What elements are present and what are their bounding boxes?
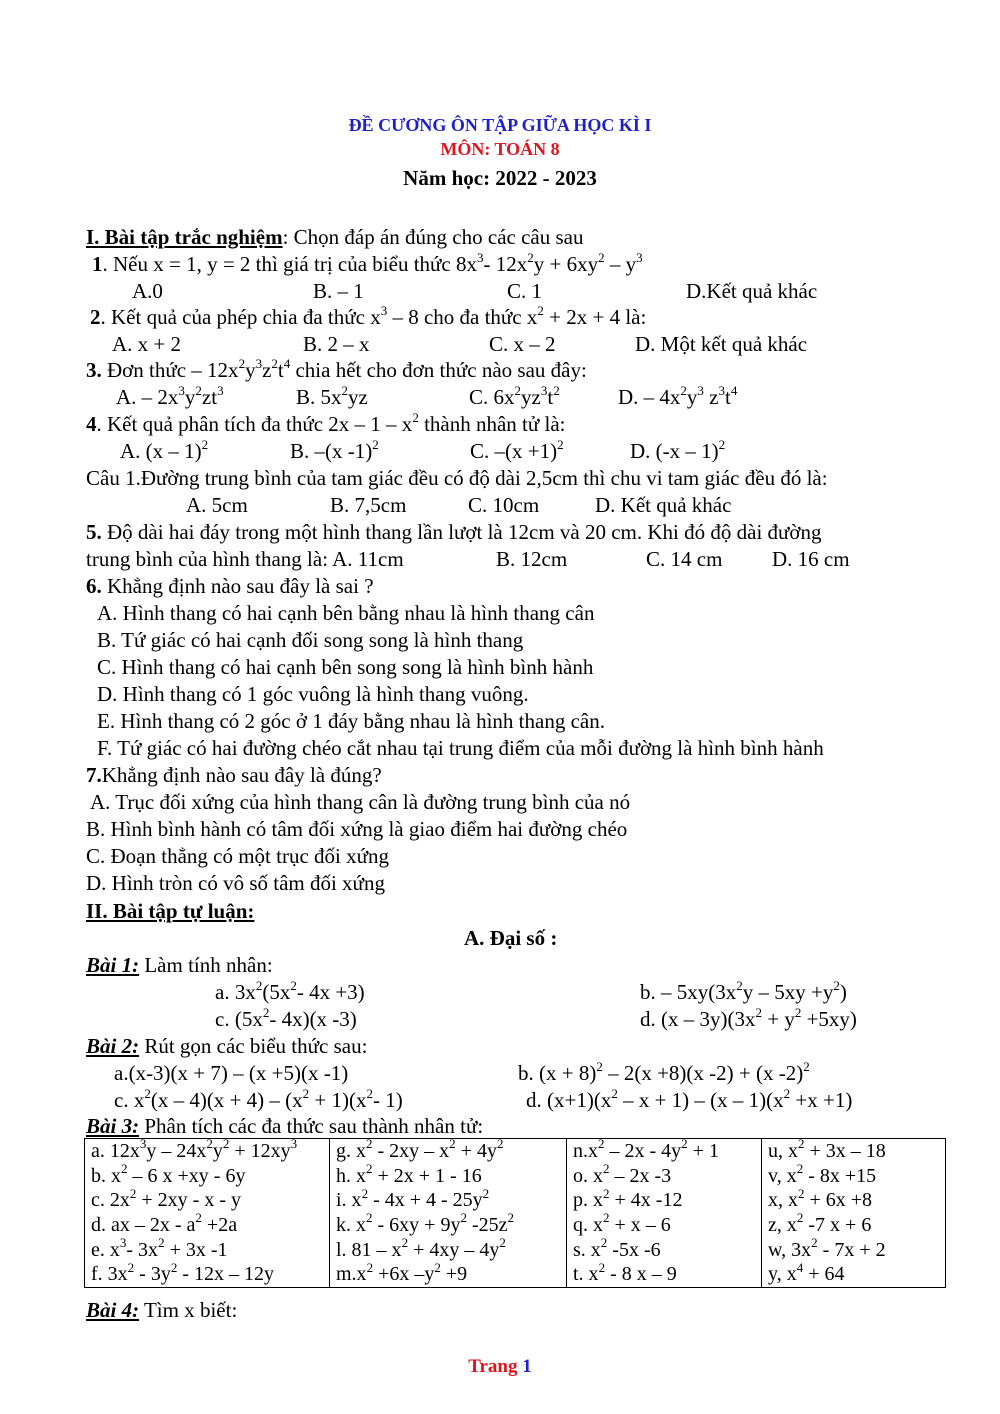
q7-option-b: B. Hình bình hành có tâm đối xứng là giao điểm hai đường chéo	[86, 817, 628, 841]
q4-answer-a: A. (x – 1)$^2$	[120, 437, 209, 463]
q1-answer-a: A.0	[132, 279, 163, 303]
table-item-g: g. $x^2 - 2xy - x^2 + 4y^2$	[336, 1136, 504, 1162]
part1-instruction: : Chọn đáp án đúng cho các câu sau	[282, 225, 584, 249]
bai1-c: c. ($5x^2-$ 4x)(x -3)	[215, 1005, 357, 1031]
q6-option-b: B. Tứ giác có hai cạnh đối song song là hình thang	[97, 628, 524, 652]
q2-answer-b: B. 2 – x	[303, 332, 370, 356]
table-item-t: t. $x^2 - 8$ x – 9	[573, 1259, 677, 1286]
table-item-k: k. $x^2 - 6xy + 9y^2$ $-25z^2$	[336, 1210, 514, 1237]
bai4-text: Tìm x biết:	[139, 1298, 238, 1322]
bai2-label: Bài 2:	[86, 1034, 140, 1058]
bai2-b: b. $(x + 8)^2 - 2(x +8)(x$ -2) + (x -2)$^2$	[518, 1059, 810, 1085]
bai4-label: Bài 4:	[86, 1298, 140, 1322]
footer-page-word: Trang	[468, 1356, 518, 1377]
q7-option-d: D. Hình tròn có vô số tâm đối xứng	[86, 871, 385, 895]
table-item-m: $m.x^2 +6x$ $-y^2 +9$	[336, 1259, 468, 1286]
bai1-line	[86, 952, 273, 978]
algebra-heading-text: A. Đại số :	[464, 926, 558, 950]
q6-option-f: F. Tứ giác có hai đường chéo cắt nhau tại trung điểm của mỗi đường là hình bình hành	[97, 736, 824, 760]
q1-answer-d: D.Kết quả khác	[686, 279, 818, 303]
part1-heading: I. Bài tập trắc nghiệm	[86, 225, 283, 249]
bai2-a: a.(x-3)(x + 7) – (x +5)(x -1)	[114, 1061, 349, 1085]
table-item-d: d. ax – $2x - a^2 +2a$	[91, 1210, 238, 1237]
table-item-y: y, $x^4 + 64$	[768, 1259, 845, 1286]
table-item-x: x, $x^2 + 6x +8$	[768, 1185, 873, 1212]
bai2-text: Rút gọn các biểu thức sau:	[139, 1034, 368, 1058]
bai1-b: b. – $5xy(3x^2y - 5xy +y^2)$	[640, 978, 847, 1004]
question-7: 7.Khẳng định nào sau đây là đúng?	[86, 763, 382, 787]
table-item-h: h. $x^2 + 2x + 1 - 16$	[336, 1161, 482, 1187]
q7-option-c: C. Đoạn thẳng có một trục đối xứng	[86, 844, 390, 868]
question-6: 6. Khẳng định nào sau đây là sai ?	[86, 574, 374, 598]
q3-answer-b: B. $5x^2yz$	[296, 383, 368, 409]
bai2-line	[86, 1033, 367, 1059]
q2-answer-c: C. x – 2	[489, 332, 556, 356]
table-column-1	[85, 1136, 330, 1288]
bai3-label: Bài 3:	[86, 1114, 140, 1138]
q4-answer-c: C. $-(x +1)^2$	[470, 437, 564, 463]
table-item-l: l. $81 - x^2 + 4xy - 4y^2$	[336, 1235, 506, 1261]
q3-answer-c: C. $6x^2yz^3t^2$	[469, 383, 560, 409]
algebra-heading	[464, 925, 557, 951]
bai1-label: Bài 1:	[86, 953, 140, 977]
q1-answer-c: C. 1	[507, 279, 543, 303]
table-item-w: w, $3x^2 - 7x + 2$	[768, 1235, 886, 1261]
bai1-d: d. $(x - 3y)(3x^2 + y^2 +5xy)$	[640, 1005, 857, 1031]
q7-option-a: A. Trục đối xứng của hình thang cân là đường trung bình của nó	[90, 790, 631, 814]
page-footer	[0, 1356, 1000, 1378]
q4-answer-d: D. (-x – 1)$^2$	[630, 437, 726, 463]
table-item-f: f. $3x^2 - 3y^2 - 12x - 12y$	[91, 1259, 275, 1286]
table-item-p: p. $x^2 + 4x$ -12	[573, 1185, 683, 1212]
part1-heading-line	[86, 224, 583, 250]
bai2-d: d. $(x+1)(x^2 - x + 1) - (x - 1)(x^2 +x +1)$	[526, 1086, 853, 1112]
table-item-q: q. $x^2 + x - 6$	[573, 1210, 671, 1237]
extra-answer-b: B. 7,5cm	[330, 493, 407, 517]
question-3: 3. Đơn thức – $12x^2y^3z^2t^4$ chia hết cho đơn thức nào sau đây:	[86, 356, 587, 382]
q6-option-c: C. Hình thang có hai cạnh bên song song là hình bình hành	[97, 655, 594, 679]
question-5-cont: trung bình của hình thang là: A. 11cm	[86, 547, 404, 571]
document-title: ĐỀ CƯƠNG ÔN TẬP GIỮA HỌC KÌ I	[348, 115, 652, 135]
extra-answer-d: D. Kết quả khác	[595, 493, 732, 517]
table-item-a: a. $12x^3y - 24x^2y^2 + 12xy^3$	[91, 1136, 298, 1162]
footer-page-number: 1	[522, 1356, 532, 1377]
q3-answer-d: D. – $4x^2y^3$ $z^3t^4$	[618, 383, 738, 409]
bai4-line	[86, 1297, 237, 1323]
table-item-i: i. $x^2 - 4x + 4 - 25y^2$	[336, 1185, 490, 1212]
table-item-u: u, $x^2 + 3x - 18$	[768, 1136, 886, 1162]
table-column-2	[330, 1136, 567, 1288]
question-4: 4. Kết quả phân tích đa thức $2x - 1 - x^2$ thành nhân tử là:	[86, 410, 566, 436]
q3-answer-a: A. – $2x^3y^2zt^3$	[116, 383, 224, 409]
bai1-text: Làm tính nhân:	[139, 953, 273, 977]
subject-line: MÔN: TOÁN 8	[440, 139, 560, 159]
table-item-s: s. $x^2$ -5x -6	[573, 1235, 661, 1261]
question-5: 5. Độ dài hai đáy trong một hình thang lần lượt là 12cm và 20 cm. Khi đó độ dài đường	[86, 520, 822, 544]
extra-answer-c: C. 10cm	[468, 493, 540, 517]
table-column-4	[762, 1136, 946, 1288]
q4-answer-b: B. –(x -1)$^2$	[290, 437, 379, 463]
q2-answer-d: D. Một kết quả khác	[635, 332, 808, 356]
q5-answer-c: C. 14 cm	[646, 547, 723, 571]
table-column-3	[567, 1136, 762, 1288]
q1-answer-b: B. – 1	[313, 279, 364, 303]
question-1: 1. Nếu x = 1, y = 2 thì giá trị của biểu thức $8x^3-$ $12x^2y + 6xy^2 - y^3$	[92, 250, 643, 276]
table-item-c: c. $2x^2 + 2xy - x - y$	[91, 1185, 241, 1212]
q5-answer-d: D. 16 cm	[772, 547, 850, 571]
bai2-c: c. $x^2(x - 4)(x + 4) - (x^2 + 1)(x^2-$ 1)	[114, 1086, 403, 1112]
table-item-v: v, $x^2 - 8x +15$	[768, 1161, 877, 1187]
extra-answer-a: A. 5cm	[186, 493, 248, 517]
table-item-n: $n.x^2 - 2x - 4y^2 + 1$	[573, 1136, 719, 1162]
part2-heading: II. Bài tập tự luận:	[86, 899, 255, 923]
bai1-a: a. $3x^2(5x^2-$ 4x +3)	[215, 978, 365, 1004]
extra-question: Câu 1.Đường trung bình của tam giác đều có độ dài 2,5cm thì chu vi tam giác đều đó là:	[86, 466, 828, 490]
q6-option-a: A. Hình thang có hai cạnh bên bằng nhau là hình thang cân	[97, 601, 595, 625]
table-item-b: b. $x^2 - 6$ x +xy - 6y	[91, 1161, 246, 1187]
table-item-o: o. $x^2 - 2x$ -3	[573, 1161, 672, 1187]
factorization-table	[84, 1138, 946, 1288]
question-2: 2. Kết quả của phép chia đa thức $x^3 - 8$ cho đa thức $x^2 + 2x + 4$ là:	[90, 303, 647, 329]
table-item-z: z, $x^2$ -7 x + 6	[768, 1210, 872, 1237]
q2-answer-a: A. x + 2	[112, 332, 182, 356]
bai3-text: Phân tích các đa thức sau thành nhân tử:	[139, 1114, 484, 1138]
table-item-e: e. $x^3-$ $3x^2 + 3x$ -1	[91, 1235, 228, 1261]
school-year: Năm học: 2022 - 2023	[403, 166, 597, 190]
q5-answer-b: B. 12cm	[496, 547, 568, 571]
q6-option-d: D. Hình thang có 1 góc vuông là hình thang vuông.	[97, 682, 529, 706]
q6-option-e: E. Hình thang có 2 góc ở 1 đáy bằng nhau là hình thang cân.	[97, 709, 605, 733]
